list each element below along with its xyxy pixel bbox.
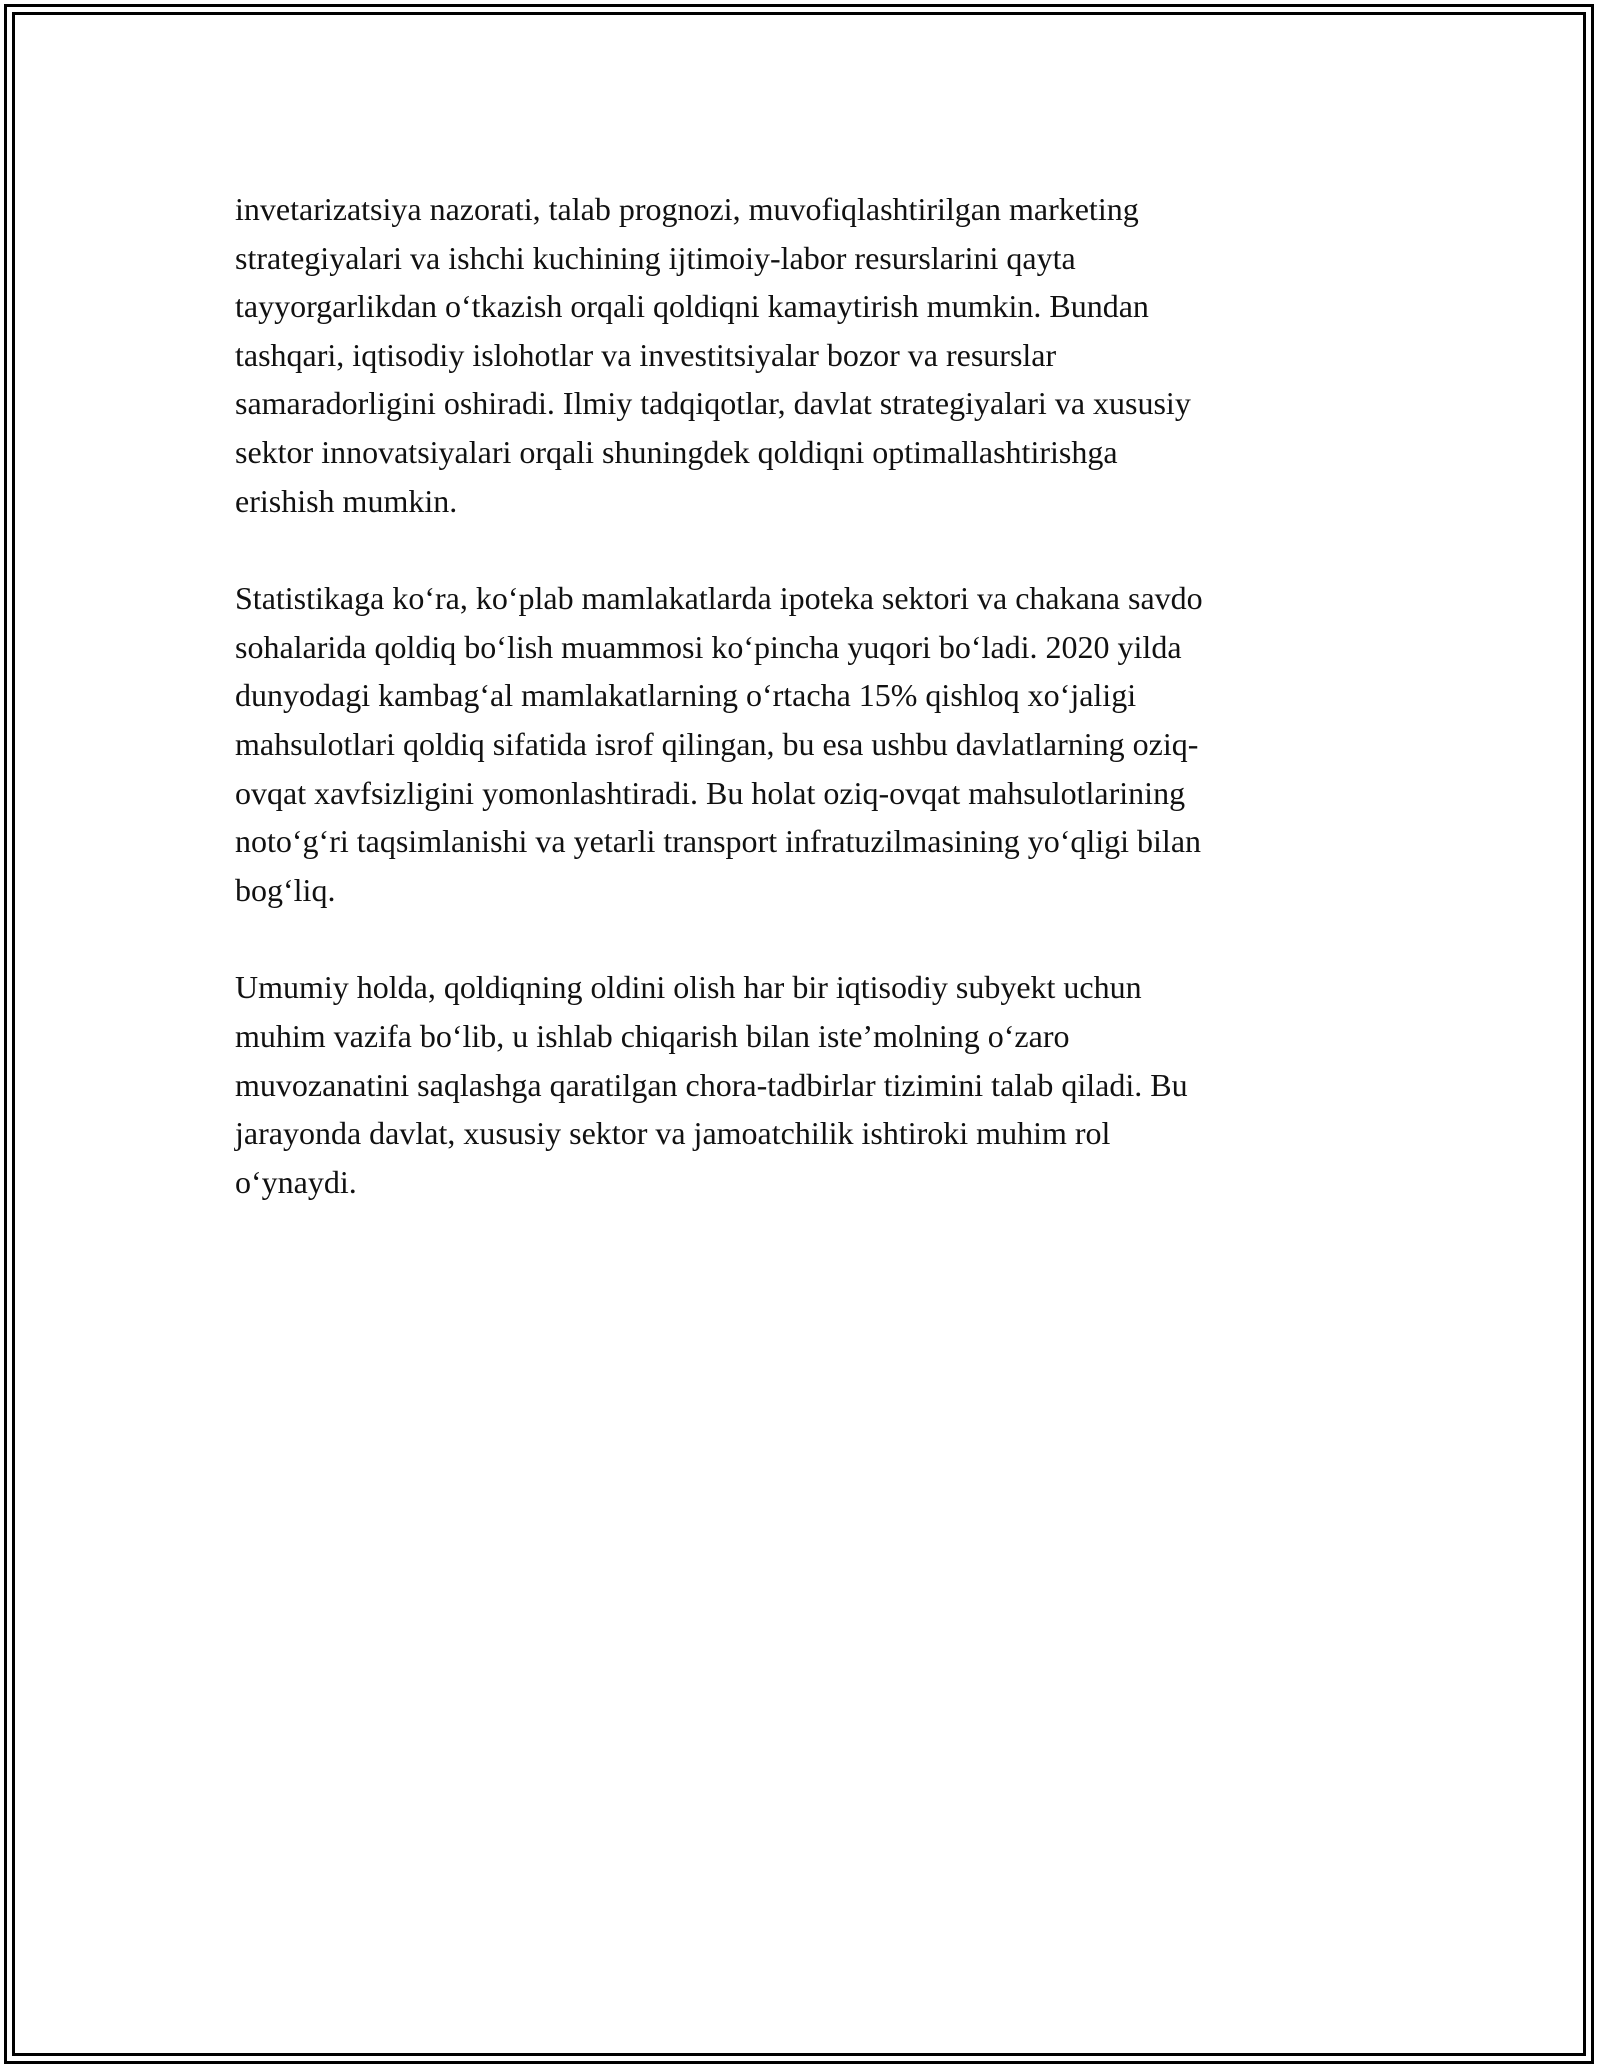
- paragraph-3: [235, 963, 1365, 1206]
- document-body: [235, 185, 1365, 1255]
- text-line: invetarizatsiya nazorati, talab prognozi, muvofiqlashtirilgan marketing: [235, 191, 1139, 227]
- paragraph-2: [235, 574, 1365, 914]
- paragraph-1: [235, 185, 1365, 525]
- text-line: ovqat xavfsizligini yomonlashtiradi. Bu holat oziq-ovqat mahsulotlarining: [235, 774, 1186, 811]
- text-line: samaradorligini oshiradi. Ilmiy tadqiqotlar, davlat strategiyalari va xususiy: [235, 385, 1191, 422]
- text-line: bog‘liq.: [235, 871, 336, 908]
- text-line: sohalarida qoldiq bo‘lish muammosi ko‘pincha yuqori bo‘ladi. 2020 yilda: [235, 628, 1182, 665]
- text-line: sektor innovatsiyalari orqali shuningdek qoldiqni optimallashtirishga: [235, 433, 1118, 470]
- text-line: o‘ynaydi.: [235, 1163, 357, 1200]
- text-line: dunyodagi kambag‘al mamlakatlarning o‘rtacha 15% qishloq xo‘jaligi: [235, 677, 1137, 714]
- text-line: tayyorgarlikdan o‘tkazish orqali qoldiqni kamaytirish mumkin. Bundan: [235, 288, 1149, 325]
- text-line: Umumiy holda, qoldiqning oldini olish har bir iqtisodiy subyekt uchun: [235, 969, 1142, 1006]
- text-line: tashqari, iqtisodiy islohotlar va investitsiyalar bozor va resurslar: [235, 336, 1057, 373]
- text-line: strategiyalari va ishchi kuchining ijtimoiy-labor resurslarini qayta: [235, 239, 1076, 276]
- text-line: muvozanatini saqlashga qaratilgan chora-tadbirlar tizimini talab qiladi. Bu: [235, 1066, 1188, 1103]
- text-line: erishish mumkin.: [235, 482, 458, 519]
- text-line: noto‘g‘ri taqsimlanishi va yetarli transport infratuzilmasining yo‘qligi bilan: [235, 823, 1202, 860]
- text-line: Statistikaga ko‘ra, ko‘plab mamlakatlarda ipoteka sektori va chakana savdo: [235, 580, 1203, 617]
- text-line: muhim vazifa bo‘lib, u ishlab chiqarish bilan iste’molning o‘zaro: [235, 1017, 1070, 1054]
- text-line: mahsulotlari qoldiq sifatida isrof qilingan, bu esa ushbu davlatlarning oziq-: [235, 725, 1199, 762]
- text-line: jarayonda davlat, xususiy sektor va jamoatchilik ishtiroki muhim rol: [235, 1115, 1111, 1152]
